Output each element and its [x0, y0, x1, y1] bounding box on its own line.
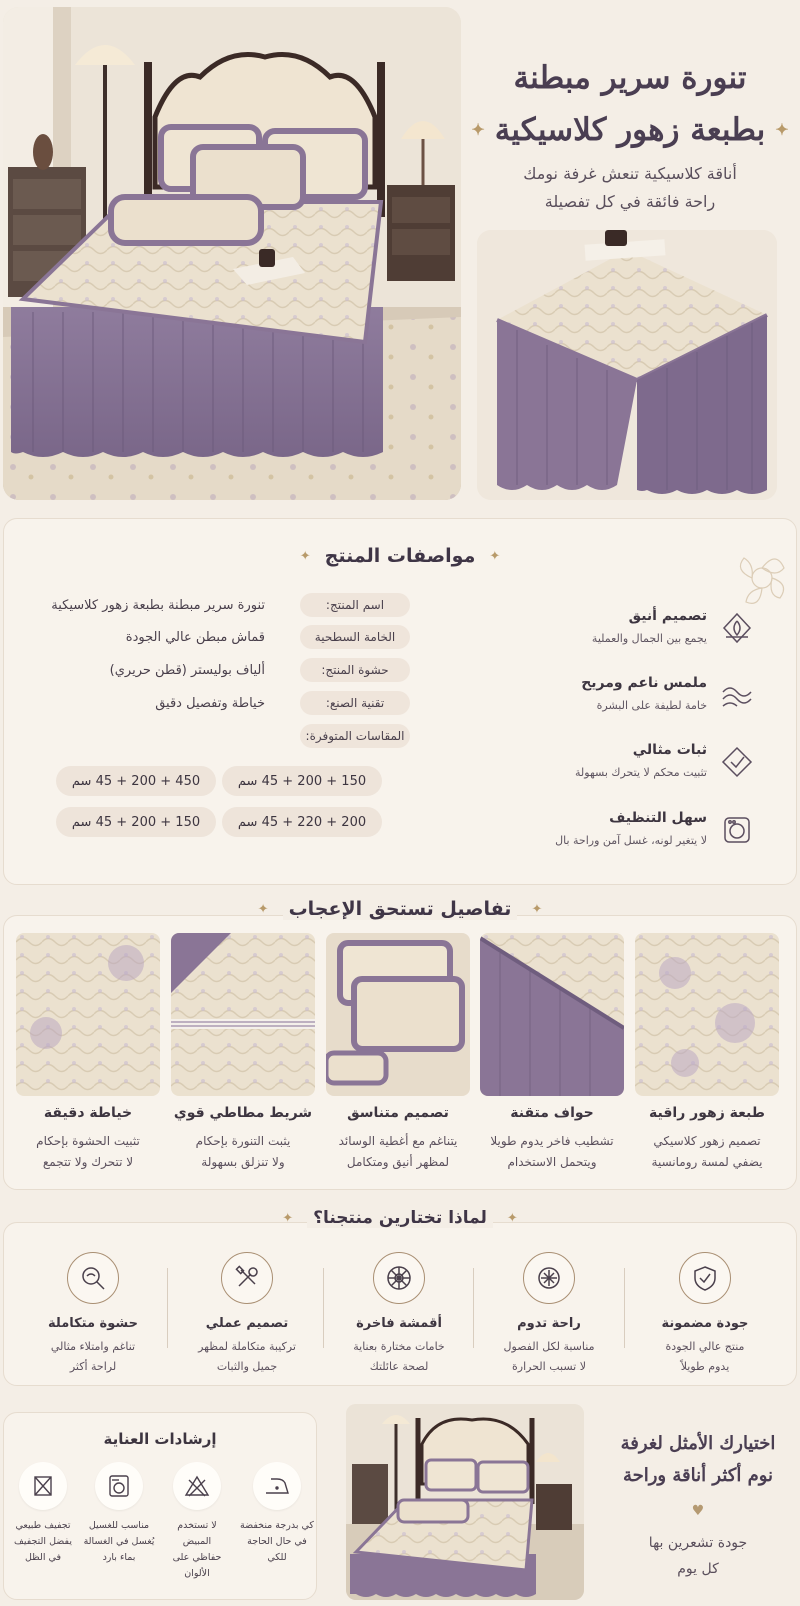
detail-desc: تشطيب فاخر يدوم طويلا ويتحمل الاستخدام — [490, 1134, 614, 1169]
sparkle-icon: ✦ — [506, 1210, 518, 1226]
hero-title — [470, 52, 790, 156]
size-option[interactable]: 200 + 220 + 45 سم — [222, 807, 382, 837]
spec-row-filling — [40, 657, 410, 683]
hero-subtitle — [470, 160, 790, 216]
no-tumble-dry-icon — [19, 1462, 67, 1510]
divider — [624, 1268, 625, 1348]
specs-title-text: مواصفات المنتج — [324, 545, 476, 567]
why-item-filling — [18, 1252, 168, 1372]
details-title — [0, 898, 800, 920]
detail-card-stitching — [16, 933, 160, 1169]
care-item-machine-wash — [82, 1462, 156, 1566]
detail-name: حواف متقنة — [510, 1105, 594, 1121]
feature-elegant-design — [485, 606, 755, 656]
sparkle-icon: ✦ — [531, 901, 543, 917]
detail-desc: يثبت التنورة بإحكام ولا تنزلق بسهولة — [195, 1134, 291, 1169]
filling-magnifier-icon — [67, 1252, 119, 1304]
hero-subtitle-line1: أناقة كلاسيكية تنعش غرفة نومك — [523, 164, 737, 183]
hero-subtitle-line2: راحة فائقة في كل تفصيلة — [544, 192, 716, 211]
why-title-text: لماذا تختارين منتجنا؟ — [307, 1208, 493, 1228]
feature-stability — [485, 740, 755, 790]
edges-photo — [480, 933, 624, 1096]
bed-corner-illustration — [477, 230, 777, 500]
guarantee-shield-icon — [679, 1252, 731, 1304]
closing-title-line2: نوم أكثر أناقة وراحة — [622, 1465, 774, 1486]
bottom-bed-photo — [346, 1404, 584, 1600]
spec-value: خياطة وتفصيل دقيق — [155, 695, 265, 711]
detail-card-edges — [480, 933, 624, 1169]
all-seasons-icon — [523, 1252, 575, 1304]
why-desc: تركيبة متكاملة لمظهر جميل والثبات — [198, 1340, 296, 1373]
low-iron-icon — [253, 1462, 301, 1510]
spec-row-technique — [40, 690, 410, 716]
size-option[interactable]: 150 + 200 + 45 سم — [222, 766, 382, 796]
details-title-text: تفاصيل تستحق الإعجاب — [283, 898, 518, 920]
detail-name: خياطة دقيقة — [43, 1105, 133, 1121]
tools-icon — [221, 1252, 273, 1304]
why-name: أقمشة فاخرة — [356, 1316, 442, 1331]
why-desc: مناسبة لكل الفصول لا تسبب الحرارة — [503, 1340, 595, 1373]
spec-label: اسم المنتج: — [300, 593, 410, 617]
care-desc: كي بدرجة منخفضة في حال الحاجة للكي — [240, 1520, 314, 1563]
detail-name: تصميم متناسق — [347, 1105, 449, 1121]
feature-desc: خامة لطيفة على البشرة — [596, 699, 707, 712]
feature-desc: لا يتغير لونه، غسل آمن وراحة بال — [555, 834, 707, 847]
feature-soft-touch — [485, 673, 755, 723]
why-item-fabrics — [324, 1252, 474, 1372]
why-name: راحة تدوم — [517, 1316, 581, 1331]
no-bleach-icon — [173, 1462, 221, 1510]
why-desc: منتج عالي الجودة يدوم طويلاً — [665, 1340, 745, 1373]
spec-value: تنورة سرير مبطنة بطبعة زهور كلاسيكية — [51, 597, 265, 613]
closing-subtitle: جودة تشعرين بها كل يوم — [648, 1535, 748, 1577]
elegant-design-icon — [719, 610, 755, 646]
sparkle-icon: ✦ — [489, 548, 501, 564]
hero-title-line1: تنورة سرير مبطنة — [513, 60, 747, 96]
care-item-natural-dry — [6, 1462, 80, 1566]
why-item-quality — [630, 1252, 780, 1372]
feature-title: ملمس ناعم ومريح — [581, 675, 707, 691]
spec-row-sizes — [40, 723, 410, 749]
spec-value: قماش مبطن عالي الجودة — [125, 629, 265, 645]
bed-illustration — [3, 7, 461, 500]
detail-card-floral-print — [635, 933, 779, 1169]
specs-title — [0, 545, 800, 567]
size-option[interactable]: 150 + 200 + 45 سم — [56, 807, 216, 837]
sparkle-icon: ✦ — [299, 548, 311, 564]
care-desc: تجفيف طبيعي يفضل التجفيف في الظل — [14, 1520, 72, 1563]
why-name: تصميم عملي — [205, 1316, 289, 1331]
hero-corner-closeup-photo — [477, 230, 777, 500]
size-option[interactable]: 450 + 200 + 45 سم — [56, 766, 216, 796]
sparkle-icon: ✦ — [257, 901, 269, 917]
feature-title: تصميم أنيق — [628, 608, 707, 624]
fabric-wheel-icon — [373, 1252, 425, 1304]
stability-icon — [719, 744, 755, 780]
why-item-comfort — [474, 1252, 624, 1372]
spec-label: المقاسات المتوفرة: — [300, 724, 410, 748]
hero-bed-photo — [3, 7, 461, 500]
feature-easy-clean — [485, 808, 755, 858]
spec-label: تقنية الصنع: — [300, 691, 410, 715]
detail-desc: يتناغم مع أغطية الوسائد لمظهر أنيق ومتكامل — [338, 1134, 458, 1169]
easy-clean-icon — [719, 812, 755, 848]
feature-desc: يجمع بين الجمال والعملية — [591, 632, 707, 645]
care-item-low-iron — [240, 1462, 314, 1566]
heart-icon: ♥ — [691, 1503, 705, 1519]
divider — [323, 1268, 324, 1348]
elastic-band-photo — [171, 933, 315, 1096]
sparkle-icon: ✦ — [471, 120, 485, 139]
spec-value: ألياف بوليستر (قطن حريري) — [109, 662, 265, 678]
feature-desc: تثبيت محكم لا يتحرك بسهولة — [575, 766, 707, 779]
care-title: إرشادات العناية — [103, 1430, 217, 1448]
stitching-photo — [16, 933, 160, 1096]
why-name: حشوة متكاملة — [48, 1316, 138, 1331]
sparkle-icon: ✦ — [775, 120, 789, 139]
detail-card-matching-design — [326, 933, 470, 1169]
machine-wash-icon — [95, 1462, 143, 1510]
spec-row-material — [40, 624, 410, 650]
spec-label: حشوة المنتج: — [300, 658, 410, 682]
feature-title: ثبات مثالي — [632, 742, 707, 758]
closing-title — [600, 1428, 796, 1492]
why-desc: تناغم وامتلاء مثالي لراحة أكثر — [50, 1340, 136, 1373]
care-desc: لا تستخدم المبيض حفاظي على الألوان — [172, 1520, 222, 1579]
closing-title-line1: اختيارك الأمثل لغرفة — [620, 1433, 776, 1454]
sparkle-icon: ✦ — [282, 1210, 294, 1226]
detail-card-elastic-band — [171, 933, 315, 1169]
pillows-photo — [326, 933, 470, 1096]
why-title — [0, 1208, 800, 1228]
hero-title-line2: بطبعة زهور كلاسيكية — [494, 112, 766, 148]
why-desc: خامات مختارة بعناية لصحة عائلتك — [353, 1340, 445, 1373]
care-item-no-bleach — [160, 1462, 234, 1582]
soft-touch-icon — [719, 677, 755, 713]
detail-desc: تصميم زهور كلاسيكي يضفي لمسة رومانسية — [651, 1134, 763, 1169]
spec-label: الخامة السطحية — [300, 625, 410, 649]
why-item-practical — [172, 1252, 322, 1372]
detail-name: شريط مطاطي قوي — [173, 1105, 313, 1121]
bed-illustration-small — [346, 1404, 584, 1600]
detail-desc: تثبيت الحشوة بإحكام لا تتحرك ولا تتجمع — [36, 1134, 140, 1169]
detail-name: طبعة زهور راقية — [649, 1105, 765, 1121]
spec-row-name — [40, 592, 410, 618]
care-desc: مناسب للغسيل يُغسل في الغسالة بماء بارد — [83, 1520, 155, 1563]
feature-title: سهل التنظيف — [609, 810, 707, 826]
floral-print-photo — [635, 933, 779, 1096]
why-name: جودة مضمونة — [661, 1316, 749, 1331]
